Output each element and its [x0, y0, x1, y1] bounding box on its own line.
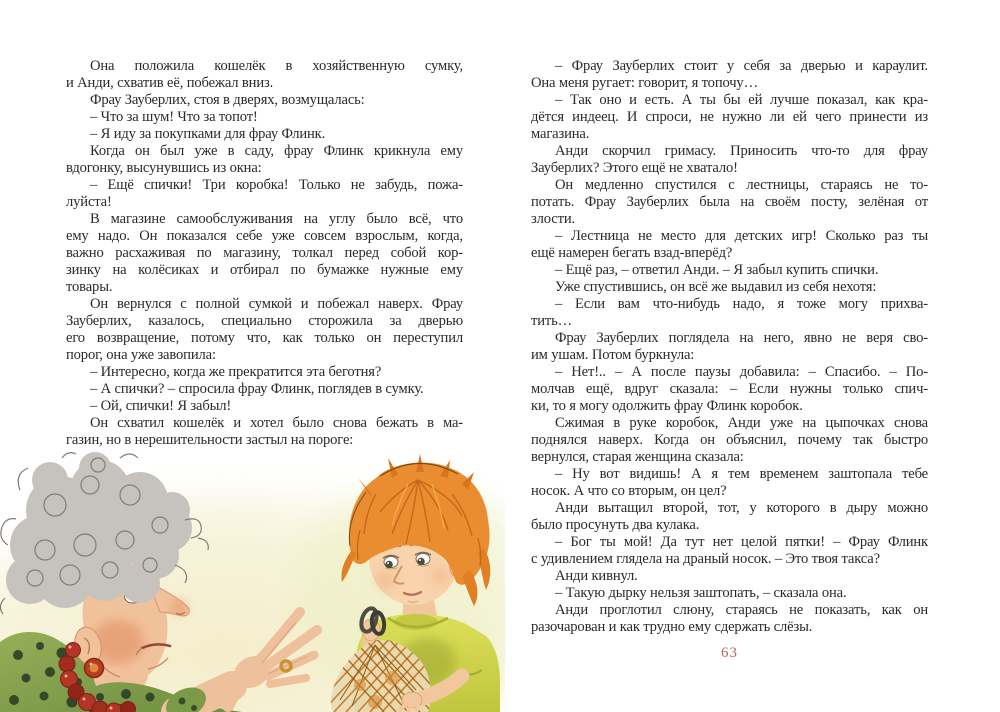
text-line: Она меня ругает: говорит, я топочу… — [531, 75, 759, 91]
text-line: зинку на колёсиках и отбирал по бумажке нужные ему — [66, 262, 463, 278]
page-right-text-column — [531, 58, 928, 636]
paragraph — [531, 602, 928, 636]
text-line: Он медленно спустился с лестницы, стараясь не то- — [555, 177, 928, 193]
paragraph — [531, 228, 928, 262]
text-line: – Ещё спички! Три коробка! Только не забудь, пожа- — [90, 177, 463, 193]
text-line: Сжимая в руке коробок, Анди уже на цыпочках снова — [555, 415, 928, 431]
text-line: Фрау Зауберлих поглядела на него, явно не веря сво- — [555, 330, 928, 346]
text-line: Когда он был уже в саду, фрау Флинк крикнула ему — [90, 143, 463, 159]
text-line: вдогонку, высунувшись из окна: — [66, 160, 262, 176]
paragraph — [531, 568, 928, 585]
text-line: Фрау Зауберлих, стоя в дверях, возмущалась: — [90, 92, 365, 108]
text-line: – Ну вот видишь! А я тем временем заштопала тебе — [555, 466, 928, 482]
text-line: Он вернулся с полной сумкой и побежал наверх. Фрау — [90, 296, 463, 312]
text-line: с удивлением глядела на драный носок. – Это твоя такса? — [531, 551, 880, 567]
paragraph — [531, 92, 928, 143]
text-line: – Бог ты мой! Да тут нет целой пятки! – Фрау Флинк — [555, 534, 928, 550]
paragraph — [531, 534, 928, 568]
text-line: его возвращение, потому что, как только он переступил — [66, 330, 463, 346]
text-line: важно расхаживая по магазину, толкал перед собой кор- — [66, 245, 463, 261]
text-line: разочарован и как трудно ему сдержать слёзы. — [531, 619, 813, 635]
text-line: злости. — [531, 211, 575, 227]
earring — [85, 659, 104, 678]
paragraph — [531, 177, 928, 228]
paragraph — [531, 296, 928, 330]
text-line: – Что за шум! Что за топот! — [90, 109, 258, 125]
text-line: Уже спустившись, он всё же выдавил из себя нехотя: — [555, 279, 877, 295]
paragraph — [66, 109, 463, 126]
paragraph — [531, 500, 928, 534]
text-line: – Такую дырку нельзя заштопать, – сказала она. — [555, 585, 847, 601]
text-line: – Нет!.. – А после паузы добавила: – Спасибо. – По- — [555, 364, 928, 380]
text-line: луйста! — [66, 194, 112, 210]
text-line: Она положила кошелёк в хозяйственную сумку, — [90, 58, 463, 74]
text-line: – А спички? – спросила фрау Флинк, поглядев в сумку. — [90, 381, 424, 397]
paragraph — [66, 211, 463, 296]
paragraph — [531, 143, 928, 177]
paragraph — [531, 58, 928, 92]
text-line: было просунуть два кулака. — [531, 517, 700, 533]
paragraph — [66, 398, 463, 415]
text-line: Анди скорчил гримасу. Приносить что-то для фрау — [555, 143, 928, 159]
paragraph — [66, 58, 463, 92]
text-line: – Лестница не место для детских игр! Сколько раз ты — [555, 228, 928, 244]
paragraph — [531, 262, 928, 279]
text-line: Зауберлих, казалось, специально сторожила за дверью — [66, 313, 463, 329]
text-line: ему надо. Он показался себе уже совсем взрослым, когда, — [66, 228, 463, 244]
text-line: – Я иду за покупками для фрау Флинк. — [90, 126, 326, 142]
paragraph — [66, 126, 463, 143]
text-line: вернулся, старая женщина сказала: — [531, 449, 744, 465]
text-line: товары. — [66, 279, 113, 295]
text-line: Анди вытащил второй, тот, у которого в дыру можно — [555, 500, 928, 516]
text-line: Он схватил кошелёк и хотел было снова бежать в ма- — [90, 415, 463, 431]
text-line: – Ещё раз, – ответил Анди. – Я забыл купить спички. — [555, 262, 879, 278]
text-line: молчав ещё, вдруг сказала: – Если нужны только спич- — [531, 381, 928, 397]
text-line: дётся индеец. И спроси, не нужно ли ей чего принести из — [531, 109, 928, 125]
text-line: им ушам. Потом буркнула: — [531, 347, 695, 363]
text-line: Зауберлих? Этого ещё не хватало! — [531, 160, 738, 176]
paragraph — [66, 381, 463, 398]
text-line: магазина. — [531, 126, 590, 142]
text-line: Анди проглотил слюну, стараясь не показать, как он — [555, 602, 928, 618]
paragraph — [66, 296, 463, 364]
text-line: Анди кивнул. — [555, 568, 638, 584]
text-line: – Интересно, когда же прекратится эта беготня? — [90, 364, 382, 380]
paragraph — [531, 466, 928, 500]
paragraph — [66, 92, 463, 109]
illustration — [0, 450, 505, 712]
page-number: 63 — [721, 645, 738, 661]
paragraph — [531, 415, 928, 466]
text-line: порог, она уже завопила: — [66, 347, 216, 363]
text-line: носок. А что со вторым, он цел? — [531, 483, 727, 499]
text-line: тить… — [531, 313, 573, 329]
paragraph — [66, 143, 463, 177]
paragraph — [66, 177, 463, 211]
text-line: потать. Фрау Зауберлих была на своём посту, зелёная от — [531, 194, 928, 210]
page-left-text-column — [66, 58, 463, 449]
paragraph — [66, 364, 463, 381]
text-line: – Если вам что-нибудь надо, я тоже могу прихва- — [555, 296, 928, 312]
text-line: ещё намерен бегать взад-вперёд? — [531, 245, 733, 261]
paragraph — [531, 364, 928, 415]
text-line: В магазине самообслуживания на углу было всё, что — [90, 211, 463, 227]
text-line: поднялся наверх. Когда он объяснил, почему так быстро — [531, 432, 928, 448]
paragraph — [66, 415, 463, 449]
text-line: ки, то я могу одолжить фрау Флинк коробок. — [531, 398, 803, 414]
paragraph — [531, 279, 928, 296]
paragraph — [531, 585, 928, 602]
text-line: – Фрау Зауберлих стоит у себя за дверью и караулит. — [555, 58, 928, 74]
text-line: и Анди, схватив её, побежал вниз. — [66, 75, 274, 91]
text-line: – Так оно и есть. А ты бы ей лучше показал, как кра- — [555, 92, 928, 108]
text-line: газин, но в нерешительности застыл на пороге: — [66, 432, 354, 448]
paragraph — [531, 330, 928, 364]
text-line: – Ой, спички! Я забыл! — [90, 398, 232, 414]
